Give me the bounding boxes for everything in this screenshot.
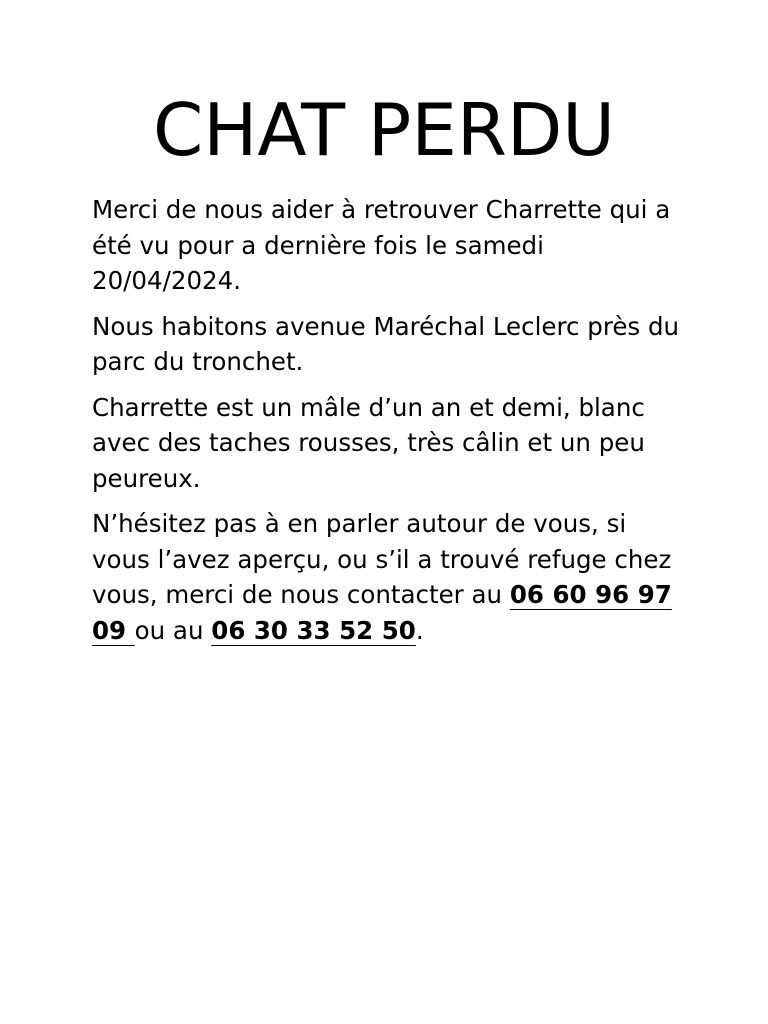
paragraph-address: Nous habitons avenue Maréchal Leclerc près du parc du tronchet.	[92, 311, 680, 376]
contact-end-text: .	[415, 615, 424, 645]
paragraph-help-request: Merci de nous aider à retrouver Charrette qui a été vu pour a dernière fois le samedi 20/04/2024.	[92, 195, 671, 295]
phone-number-link-2[interactable]: 06 30 33 52 50	[211, 615, 416, 645]
contact-intro-text: N’hésitez pas à en parler autour de vous, si vous l’avez aperçu, ou s’il a trouvé refuge chez vous, merci de nous contacter au	[92, 509, 672, 609]
paragraph-cat-description: Charrette est un mâle d’un an et demi, blanc avec des taches rousses, très câlin et un peu peureux.	[92, 392, 645, 493]
paragraph-contact	[92, 506, 682, 648]
flyer-title: CHAT PERDU	[152, 88, 616, 172]
phone-number-link-1[interactable]: 06 60 96 97 09	[92, 580, 672, 645]
contact-middle-text: ou au	[134, 615, 212, 645]
flyer-body	[92, 192, 682, 658]
